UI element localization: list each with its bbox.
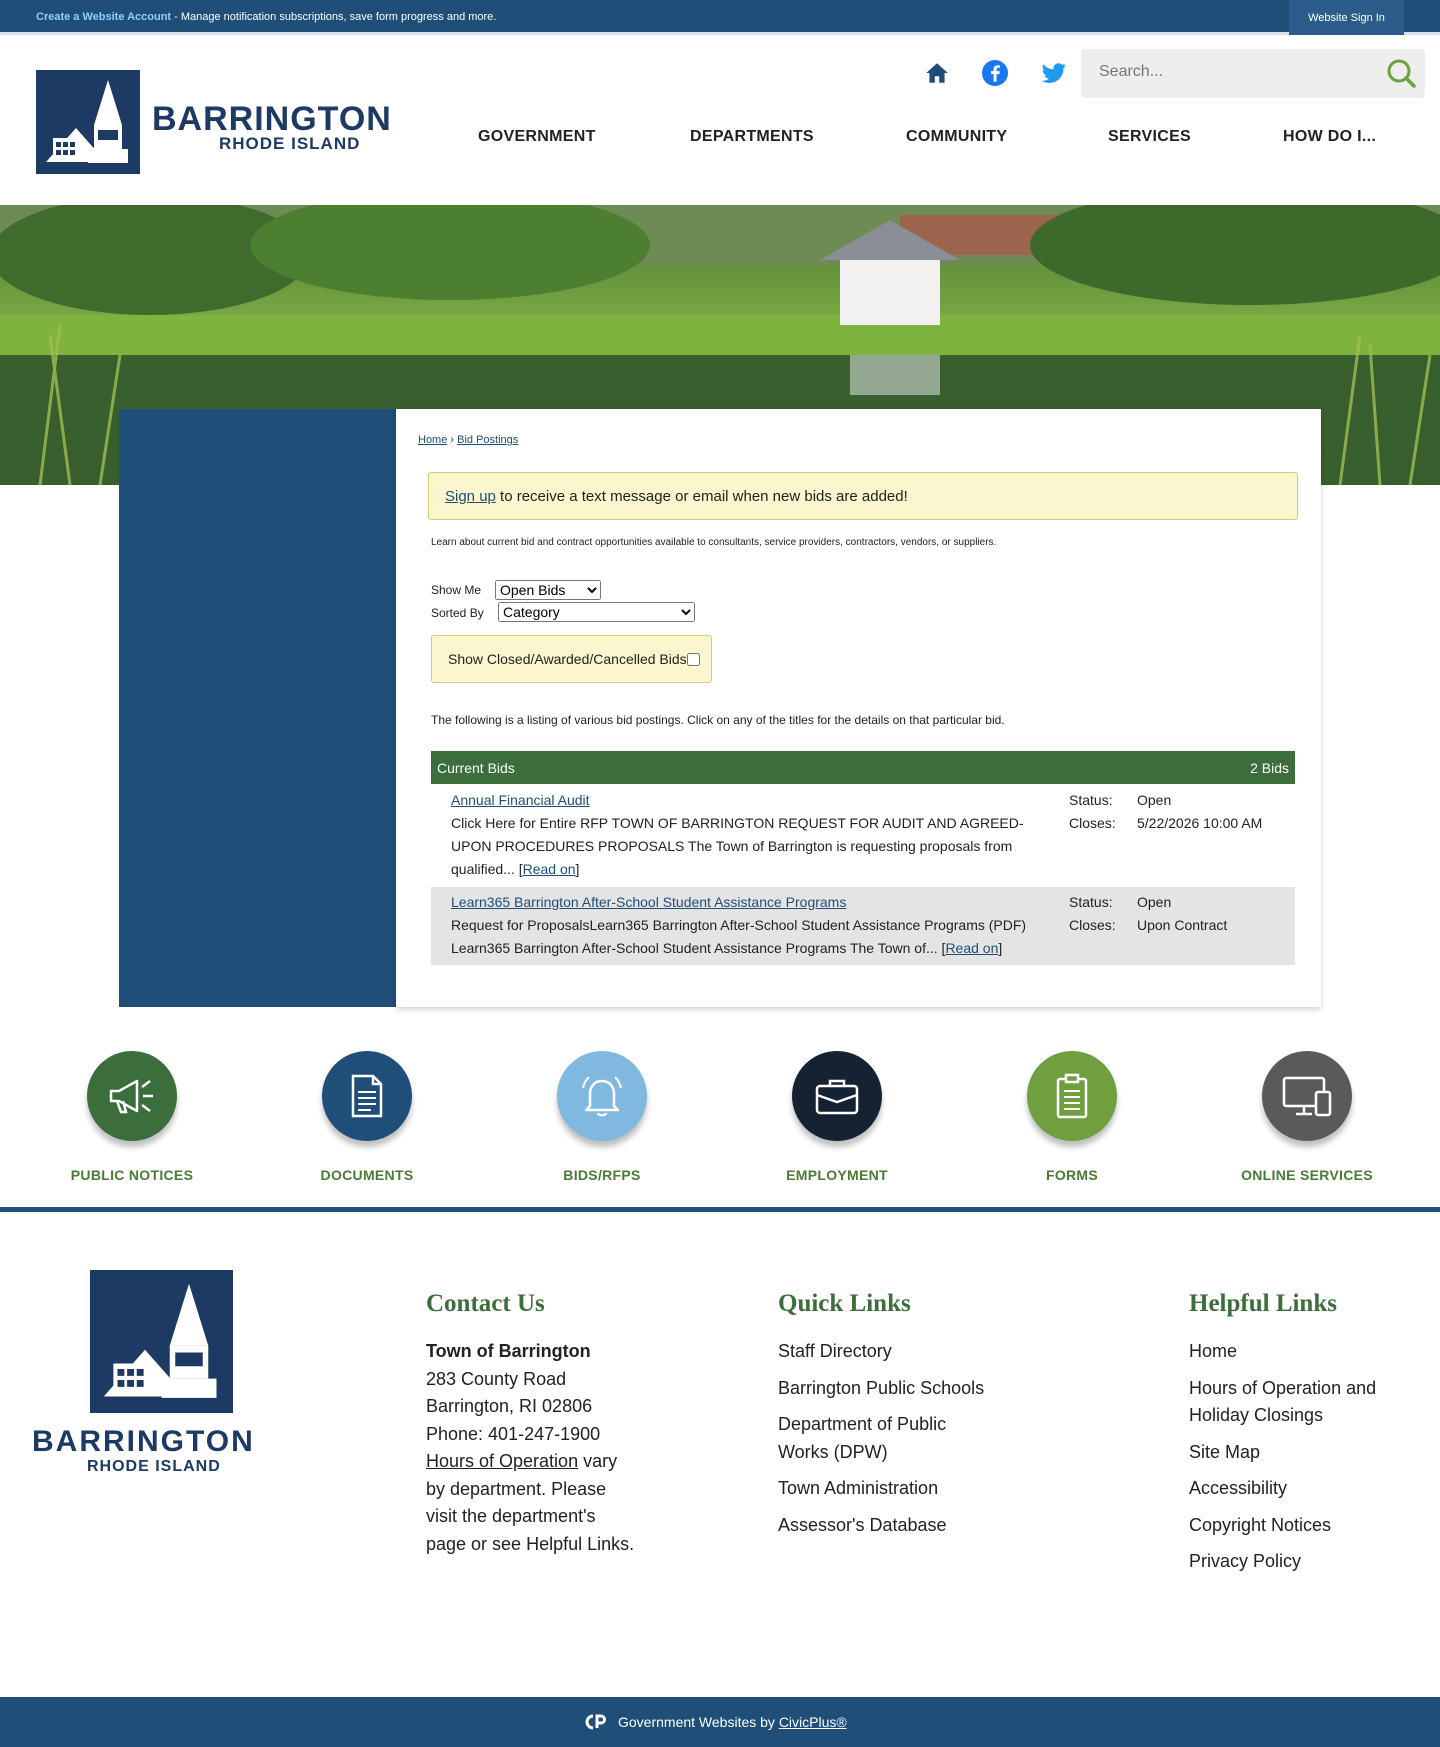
nav-government[interactable]: GOVERNMENT [478,128,596,145]
search-box [1081,49,1425,98]
breadcrumb-bid-postings[interactable]: Bid Postings [457,434,519,446]
breadcrumb [418,434,518,446]
footer-helpful-links [1189,1290,1419,1585]
footer-link[interactable]: Home [1189,1341,1238,1361]
quick-links-heading: Quick Links [778,1290,911,1317]
left-sidebar [119,409,396,1007]
twitter-icon[interactable] [1040,60,1068,91]
sorted-by-label: Sorted By [431,606,484,620]
nav-departments[interactable]: DEPARTMENTS [690,128,814,145]
main-nav [440,128,1440,158]
contact-street: 283 County Road [426,1368,567,1389]
quick-link-label: ONLINE SERVICES [1241,1167,1373,1183]
quick-link-label: DOCUMENTS [320,1167,414,1183]
bid-title-link[interactable]: Learn365 Barrington After-School Student Assistance Programs [451,894,847,910]
status-value: Open [1137,894,1172,910]
footer-link[interactable]: Site Map [1189,1441,1261,1462]
intro-text: Learn about current bid and contract opportunities available to consultants, service providers, contractors, vendors, or suppliers. [431,537,997,548]
contact-phone: Phone: 401-247-1900 [426,1423,601,1444]
logo-emblem [36,70,140,174]
briefcase-icon [792,1051,882,1141]
footer-link[interactable]: Copyright Notices [1189,1514,1332,1535]
show-me-label: Show Me [431,583,482,597]
helpful-links-heading: Helpful Links [1189,1290,1337,1317]
quick-link-online-services[interactable] [1207,1051,1407,1183]
quick-link-label: PUBLIC NOTICES [70,1167,194,1183]
footer-link[interactable]: Town Administration [778,1478,939,1498]
footer-logo-title: BARRINGTON [32,1425,255,1458]
hours-text: vary [578,1451,618,1471]
sorted-by-select[interactable] [498,602,695,622]
search-input[interactable] [1099,63,1379,81]
footer-link[interactable]: Staff Directory [778,1341,892,1361]
bid-summary: Request for ProposalsLearn365 Barrington After-School Student Assistance Programs (PDF) Learn365 Barrington After-School Student Assistance Programs The Town of... [451,917,1027,956]
bid-row: Annual Financial Audit Click Here for Entire RFP TOWN OF BARRINGTON REQUEST FOR AUDIT AND AGREED-UPON PROCEDURES PROPOSALS The Town of Barrington is requesting proposals from qualified... [Read on] Status: Open Closes: 5/22/2026 10:00 AM [431,787,1295,887]
closes-value: Upon Contract [1137,917,1228,933]
status-label: Status: [1069,792,1113,808]
home-icon[interactable] [924,60,950,91]
current-bids-header [431,751,1295,784]
bid-title-link[interactable]: Annual Financial Audit [451,792,590,808]
footer-logo-subtitle: RHODE ISLAND [87,1458,221,1475]
main-content [396,409,1321,1007]
quick-link-public-notices[interactable] [32,1051,232,1183]
footer-logo[interactable] [32,1270,292,1475]
document-icon [322,1051,412,1141]
civicplus-link[interactable]: CivicPlus® [778,1714,847,1730]
clipboard-icon [1027,1051,1117,1141]
read-on-link[interactable]: Read on [945,940,999,956]
breadcrumb-home[interactable]: Home [418,434,448,446]
footer-link[interactable]: Department of Public Works (DPW) [778,1414,947,1462]
quick-link-label: EMPLOYMENT [786,1167,888,1183]
sign-up-link[interactable]: Sign up [445,488,496,505]
hours-text: visit the department's [426,1506,596,1526]
footer-link[interactable]: Hours of Operation and Holiday Closings [1189,1377,1377,1425]
footer-link[interactable]: Accessibility [1189,1478,1288,1498]
megaphone-icon [87,1051,177,1141]
quick-link-label: FORMS [1045,1167,1099,1183]
status-value: Open [1137,792,1172,808]
show-closed-checkbox[interactable] [687,653,700,666]
read-on-link[interactable]: Read on [522,861,576,877]
search-icon[interactable] [1385,57,1417,94]
hours-of-operation-link[interactable]: Hours of Operation [426,1451,579,1471]
top-bar [0,0,1440,35]
quick-link-documents[interactable] [267,1051,467,1183]
contact-heading: Contact Us [426,1290,545,1317]
create-account-link[interactable]: Create a Website Account [36,11,172,23]
closes-label: Closes: [1069,917,1116,933]
listing-text: The following is a listing of various bid postings. Click on any of the titles for the details on that particular bid. [431,713,1005,727]
nav-how-do-i[interactable]: HOW DO I... [1283,128,1377,145]
bid-row: Learn365 Barrington After-School Student Assistance Programs Request for ProposalsLearn365 Barrington After-School Student Assistance Programs (PDF) Learn365 Barrington After-School Student Assistance Programs The Town of... [Read on] Status: Open Closes: Upon Contract [431,887,1295,965]
status-label: Status: [1069,894,1113,910]
footer-logo-emblem [90,1270,233,1413]
facebook-icon[interactable] [982,60,1008,91]
bottom-bar [0,1697,1440,1747]
show-closed-box [431,635,712,683]
footer-link[interactable]: Privacy Policy [1189,1551,1302,1571]
credit-label: Government Websites by [618,1714,779,1730]
quick-link-label: BIDS/RFPS [563,1167,641,1183]
footer-link[interactable]: Assessor's Database [778,1514,947,1535]
credit-text [618,1714,847,1730]
nav-services[interactable]: SERVICES [1108,128,1192,145]
website-sign-in-button[interactable]: Website Sign In [1289,0,1404,35]
footer-link[interactable]: Barrington Public Schools [778,1377,985,1398]
nav-community[interactable]: COMMUNITY [906,128,1008,145]
site-logo[interactable] [36,70,398,174]
footer-quick-links [778,1290,1018,1548]
contact-city: Barrington, RI 02806 [426,1396,593,1416]
current-bids-title: Current Bids [437,760,515,776]
quick-link-employment[interactable] [737,1051,937,1183]
bell-icon [557,1051,647,1141]
quick-link-forms[interactable] [972,1051,1172,1183]
footer-contact [426,1290,666,1558]
footer-divider [0,1207,1440,1212]
civicplus-icon [584,1713,608,1734]
closes-label: Closes: [1069,815,1116,831]
contact-org: Town of Barrington [426,1341,591,1361]
top-bar-message [36,11,496,23]
show-closed-label: Show Closed/Awarded/Cancelled Bids: [448,651,691,667]
logo-subtitle: RHODE ISLAND [219,134,361,153]
breadcrumb-separator: › [447,434,458,446]
bid-summary: Click Here for Entire RFP TOWN OF BARRINGTON REQUEST FOR AUDIT AND AGREED-UPON PROCEDURES PROPOSALS The Town of Barrington is requesting proposals from qualified... [451,815,1024,877]
hours-text: by department. Please [426,1478,607,1499]
logo-title: BARRINGTON [152,100,392,138]
show-me-select[interactable] [495,580,601,600]
bid-count: 2 Bids [1250,760,1289,776]
signup-alert [428,472,1298,520]
devices-icon [1262,1051,1352,1141]
top-bar-text: - Manage notification subscriptions, save form progress and more. [171,11,497,23]
hours-text: page or see Helpful Links. [426,1533,635,1554]
quick-link-bids-rfps[interactable] [502,1051,702,1183]
alert-text: to receive a text message or email when new bids are added! [495,488,908,505]
closes-value: 5/22/2026 10:00 AM [1137,815,1263,831]
